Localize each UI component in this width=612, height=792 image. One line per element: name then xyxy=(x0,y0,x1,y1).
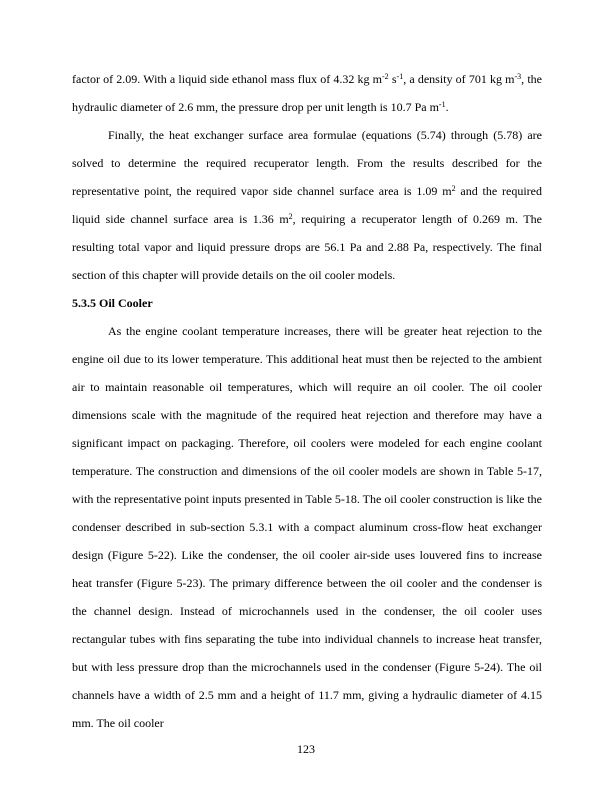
section-heading: 5.3.5 Oil Cooler xyxy=(72,296,153,310)
paragraph-oil-cooler-description: As the engine coolant temperature increases, there will be greater heat rejection to the engine oil due to its lower temperature. This additional heat must then be rejected to the ambient air to maintain reasonable oil temperatures, which will require an oil cooler. The oil cooler dimensions scale with the magnitude of the required heat rejection and therefore may have a significant impact on packaging. Therefore, oil coolers were modeled for each engine coolant temperature. The construction and dimensions of the oil cooler models are shown in Table 5-17, with the representative point inputs presented in Table 5-18. The oil cooler construction is like the condenser described in sub-section 5.3.1 with a compact aluminum cross-flow heat exchanger design (Figure 5-22). Like the condenser, the oil cooler air-side uses louvered fins to increase heat transfer (Figure 5-23). The primary difference between the oil cooler and the condenser is the channel design. Instead of microchannels used in the condenser, the oil cooler uses rectangular tubes with fins separating the tube into individual channels to increase heat transfer, but with less pressure drop than the microchannels used in the condenser (Figure 5-24). The oil channels have a width of 2.5 mm and a height of 11.7 mm, giving a hydraulic diameter of 4.15 mm. The oil cooler xyxy=(72,324,542,730)
paragraph-recuperator-results: Finally, the heat exchanger surface area formulae (equations (5.74) through (5.78) are solved to determine the required recuperator length. From the results described for the representative point, the required vapor side channel surface area is 1.09 $m^2$ and the required liquid side channel surface area is 1.36 $m^2$, requiring a recuperator length of 0.269 m. The resulting total vapor and liquid pressure drops are 56.1 Pa and 2.88 Pa, respectively. The final section of this chapter will provide details on the oil cooler models. xyxy=(72,128,542,282)
page-number: 123 xyxy=(297,742,315,756)
page-body xyxy=(72,65,542,737)
paragraph-pressure-drop-continuation: factor of 2.09. With a liquid side ethanol mass flux of 4.32 kg $m^{-2}$ $s^{-1}$, a density of 701 kg $m^{-3}$, the hydraulic diameter of 2.6 mm, the pressure drop per unit length is 10.7 Pa $m^{-1}$. xyxy=(72,72,542,114)
